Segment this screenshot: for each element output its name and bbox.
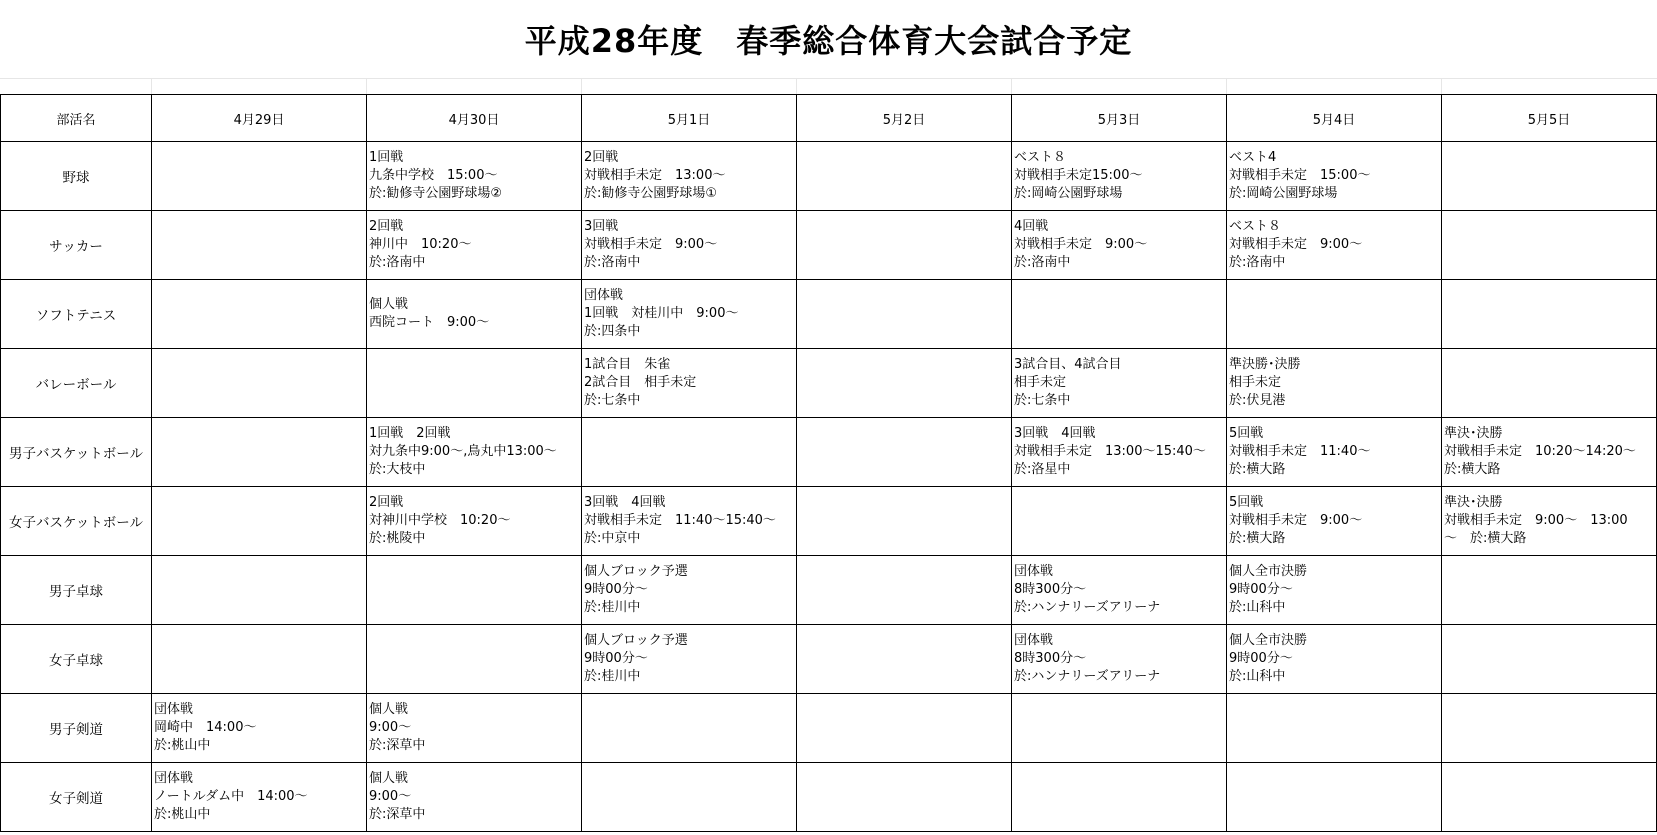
table-row (1, 487, 1657, 556)
schedule-cell (1227, 211, 1442, 280)
schedule-cell (582, 556, 797, 625)
header-date: 5月1日 (582, 95, 797, 142)
schedule-cell (152, 349, 367, 418)
table-row (1, 556, 1657, 625)
cell-line: 3試合目、4試合目 (1014, 357, 1122, 372)
cell-line: 個人戦 (369, 771, 409, 786)
cell-line: 於:洛南中 (584, 255, 641, 270)
cell-line: 個人戦 (369, 297, 409, 312)
cell-line: 於:岡崎公園野球場 (1014, 186, 1123, 201)
schedule-cell (1227, 142, 1442, 211)
cell-line: ベスト８ (1014, 150, 1067, 165)
spacer-row (0, 78, 1657, 95)
club-name: 男子バスケットボール (1, 418, 152, 487)
cell-line: 1試合目 朱雀 (584, 357, 671, 372)
club-name: 男子剣道 (1, 694, 152, 763)
cell-line: 準決･決勝 (1444, 426, 1503, 441)
table-row (1, 418, 1657, 487)
schedule-cell (1012, 211, 1227, 280)
schedule-cell (1442, 142, 1657, 211)
cell-line: 1回戦 対桂川中 9:00～ (584, 306, 739, 321)
grid-line (1011, 78, 1012, 94)
cell-line: 於:深草中 (369, 738, 426, 753)
grid-line (151, 78, 152, 94)
club-name: ソフトテニス (1, 280, 152, 349)
header-date: 5月4日 (1227, 95, 1442, 142)
grid-line (581, 78, 582, 94)
schedule-cell (367, 349, 582, 418)
schedule-cell (367, 556, 582, 625)
schedule-cell (1227, 556, 1442, 625)
cell-line: 2回戦 (584, 150, 619, 165)
schedule-cell (1442, 763, 1657, 832)
cell-line: 対戦相手未定 11:40～ (1229, 444, 1371, 459)
cell-line: 於:山科中 (1229, 600, 1286, 615)
schedule-cell (367, 763, 582, 832)
header-date: 5月2日 (797, 95, 1012, 142)
cell-line: 9時00分～ (584, 651, 648, 666)
cell-line: 対戦相手未定 9:00～ (1014, 237, 1148, 252)
schedule-cell (797, 418, 1012, 487)
cell-line: 於:大枝中 (369, 462, 426, 477)
cell-line: 於:七条中 (584, 393, 641, 408)
cell-line: ベスト８ (1229, 219, 1282, 234)
cell-line: 於:洛南中 (1014, 255, 1071, 270)
cell-line: 於:中京中 (584, 531, 641, 546)
header-date: 5月5日 (1442, 95, 1657, 142)
schedule-cell (1012, 763, 1227, 832)
schedule-cell (1012, 625, 1227, 694)
cell-line: 8時300分～ (1014, 651, 1087, 666)
cell-line: 2試合目 相手未定 (584, 375, 697, 390)
schedule-cell (1227, 487, 1442, 556)
club-name: サッカー (1, 211, 152, 280)
cell-line: 於:桂川中 (584, 669, 641, 684)
schedule-cell (582, 418, 797, 487)
cell-line: 相手未定 (1229, 375, 1282, 390)
cell-line: 九条中学校 15:00～ (369, 168, 498, 183)
cell-line: 於:山科中 (1229, 669, 1286, 684)
schedule-cell (1012, 556, 1227, 625)
club-name: バレーボール (1, 349, 152, 418)
cell-line: 準決･決勝 (1444, 495, 1503, 510)
cell-line: 個人全市決勝 (1229, 564, 1308, 579)
cell-line: 1回戦 (369, 150, 404, 165)
schedule-cell (582, 142, 797, 211)
schedule-cell (797, 556, 1012, 625)
cell-line: 於:横大路 (1444, 462, 1501, 477)
cell-line: 対戦相手未定 9:00～ 13:00 (1444, 513, 1628, 528)
cell-line: 於:四条中 (584, 324, 641, 339)
cell-line: 於:洛星中 (1014, 462, 1071, 477)
schedule-table (0, 94, 1657, 832)
schedule-cell (1012, 349, 1227, 418)
club-name: 男子卓球 (1, 556, 152, 625)
cell-line: 於:横大路 (1229, 462, 1286, 477)
cell-line: 於:勧修寺公園野球場① (584, 186, 718, 201)
schedule-cell (797, 280, 1012, 349)
grid-line (796, 78, 797, 94)
club-name: 女子バスケットボール (1, 487, 152, 556)
schedule-cell (1442, 211, 1657, 280)
cell-line: 於:深草中 (369, 807, 426, 822)
cell-line: 4回戦 (1014, 219, 1049, 234)
schedule-cell (1442, 487, 1657, 556)
cell-line: 対戦相手未定15:00～ (1014, 168, 1143, 183)
table-row (1, 349, 1657, 418)
schedule-cell (582, 487, 797, 556)
cell-line: 於:岡崎公園野球場 (1229, 186, 1338, 201)
schedule-cell (797, 763, 1012, 832)
schedule-cell (1012, 142, 1227, 211)
cell-line: 於:ハンナリーズアリーナ (1014, 600, 1161, 615)
cell-line: 於:洛南中 (1229, 255, 1286, 270)
schedule-cell (1442, 418, 1657, 487)
cell-line: 8時300分～ (1014, 582, 1087, 597)
cell-line: 対戦相手未定 9:00～ (584, 237, 718, 252)
cell-line: ～ 於:横大路 (1444, 531, 1527, 546)
page-title: 平成28年度 春季総合体育大会試合予定 (0, 0, 1657, 79)
schedule-cell (367, 625, 582, 694)
cell-line: 於:桃陵中 (369, 531, 426, 546)
cell-line: 於:桂川中 (584, 600, 641, 615)
schedule-cell (367, 280, 582, 349)
cell-line: 準決勝･決勝 (1229, 357, 1301, 372)
schedule-cell (1012, 418, 1227, 487)
schedule-cell (152, 418, 367, 487)
schedule-cell (582, 694, 797, 763)
schedule-cell (152, 625, 367, 694)
cell-line: 9:00～ (369, 789, 412, 804)
schedule-cell (1442, 556, 1657, 625)
table-row (1, 763, 1657, 832)
cell-line: 西院コート 9:00～ (369, 315, 490, 330)
cell-line: 於:ハンナリーズアリーナ (1014, 669, 1161, 684)
cell-line: 2回戦 (369, 495, 404, 510)
cell-line: 個人ブロック予選 (584, 633, 688, 648)
schedule-cell (152, 763, 367, 832)
cell-line: 団体戦 (1014, 564, 1054, 579)
schedule-cell (1227, 280, 1442, 349)
cell-line: 於:伏見港 (1229, 393, 1286, 408)
cell-line: 神川中 10:20～ (369, 237, 472, 252)
schedule-cell (797, 625, 1012, 694)
schedule-cell (152, 556, 367, 625)
schedule-cell (1442, 694, 1657, 763)
cell-line: 対戦相手未定 13:00～15:40～ (1014, 444, 1206, 459)
cell-line: 対神川中学校 10:20～ (369, 513, 511, 528)
cell-line: 対戦相手未定 9:00～ (1229, 237, 1363, 252)
cell-line: 9:00～ (369, 720, 412, 735)
table-row (1, 211, 1657, 280)
club-name: 女子剣道 (1, 763, 152, 832)
cell-line: 個人ブロック予選 (584, 564, 688, 579)
cell-line: ベスト4 (1229, 150, 1277, 165)
schedule-cell (1227, 694, 1442, 763)
schedule-cell (1227, 349, 1442, 418)
schedule-cell (1442, 625, 1657, 694)
schedule-cell (1012, 694, 1227, 763)
cell-line: 5回戦 (1229, 495, 1264, 510)
cell-line: 3回戦 4回戦 (1014, 426, 1096, 441)
cell-line: 対九条中9:00～,鳥丸中13:00～ (369, 444, 557, 459)
header-date: 4月29日 (152, 95, 367, 142)
cell-line: 於:勧修寺公園野球場② (369, 186, 503, 201)
table-row (1, 142, 1657, 211)
club-name: 野球 (1, 142, 152, 211)
cell-line: 1回戦 2回戦 (369, 426, 451, 441)
schedule-cell (367, 418, 582, 487)
cell-line: 対戦相手未定 11:40～15:40～ (584, 513, 776, 528)
cell-line: 個人全市決勝 (1229, 633, 1308, 648)
cell-line: 対戦相手未定 10:20～14:20～ (1444, 444, 1636, 459)
schedule-cell (1227, 418, 1442, 487)
schedule-cell (367, 142, 582, 211)
cell-line: 岡崎中 14:00～ (154, 720, 257, 735)
schedule-cell (582, 625, 797, 694)
schedule-cell (1442, 280, 1657, 349)
cell-line: 於:七条中 (1014, 393, 1071, 408)
schedule-cell (1442, 349, 1657, 418)
grid-line (1226, 78, 1227, 94)
cell-line: 団体戦 (154, 771, 194, 786)
cell-line: 於:横大路 (1229, 531, 1286, 546)
grid-line (1441, 78, 1442, 94)
schedule-cell (152, 280, 367, 349)
schedule-cell (367, 694, 582, 763)
schedule-cell (1227, 625, 1442, 694)
schedule-cell (152, 487, 367, 556)
cell-line: 3回戦 4回戦 (584, 495, 666, 510)
header-date: 4月30日 (367, 95, 582, 142)
cell-line: 5回戦 (1229, 426, 1264, 441)
cell-line: 対戦相手未定 15:00～ (1229, 168, 1371, 183)
schedule-cell (797, 349, 1012, 418)
cell-line: 個人戦 (369, 702, 409, 717)
schedule-cell (582, 349, 797, 418)
cell-line: 団体戦 (1014, 633, 1054, 648)
schedule-cell (152, 142, 367, 211)
cell-line: 於:桃山中 (154, 738, 211, 753)
header-row (1, 95, 1657, 142)
table-row (1, 625, 1657, 694)
schedule-cell (797, 694, 1012, 763)
grid-line (366, 78, 367, 94)
schedule-cell (582, 763, 797, 832)
schedule-cell (582, 211, 797, 280)
cell-line: 於:桃山中 (154, 807, 211, 822)
cell-line: 相手未定 (1014, 375, 1067, 390)
schedule-cell (797, 142, 1012, 211)
schedule-cell (152, 211, 367, 280)
cell-line: 対戦相手未定 13:00～ (584, 168, 726, 183)
table-row (1, 694, 1657, 763)
header-date: 5月3日 (1012, 95, 1227, 142)
cell-line: 9時00分～ (1229, 651, 1293, 666)
cell-line: 9時00分～ (584, 582, 648, 597)
schedule-cell (367, 211, 582, 280)
schedule-cell (797, 487, 1012, 556)
schedule-cell (152, 694, 367, 763)
schedule-cell (367, 487, 582, 556)
table-row (1, 280, 1657, 349)
header-club: 部活名 (1, 95, 152, 142)
cell-line: 9時00分～ (1229, 582, 1293, 597)
cell-line: 2回戦 (369, 219, 404, 234)
schedule-cell (582, 280, 797, 349)
schedule-cell (1012, 487, 1227, 556)
cell-line: 団体戦 (584, 288, 624, 303)
cell-line: ノートルダム中 14:00～ (154, 789, 308, 804)
cell-line: 対戦相手未定 9:00～ (1229, 513, 1363, 528)
schedule-cell (797, 211, 1012, 280)
schedule-cell (1012, 280, 1227, 349)
club-name: 女子卓球 (1, 625, 152, 694)
cell-line: 於:洛南中 (369, 255, 426, 270)
cell-line: 団体戦 (154, 702, 194, 717)
cell-line: 3回戦 (584, 219, 619, 234)
schedule-cell (1227, 763, 1442, 832)
